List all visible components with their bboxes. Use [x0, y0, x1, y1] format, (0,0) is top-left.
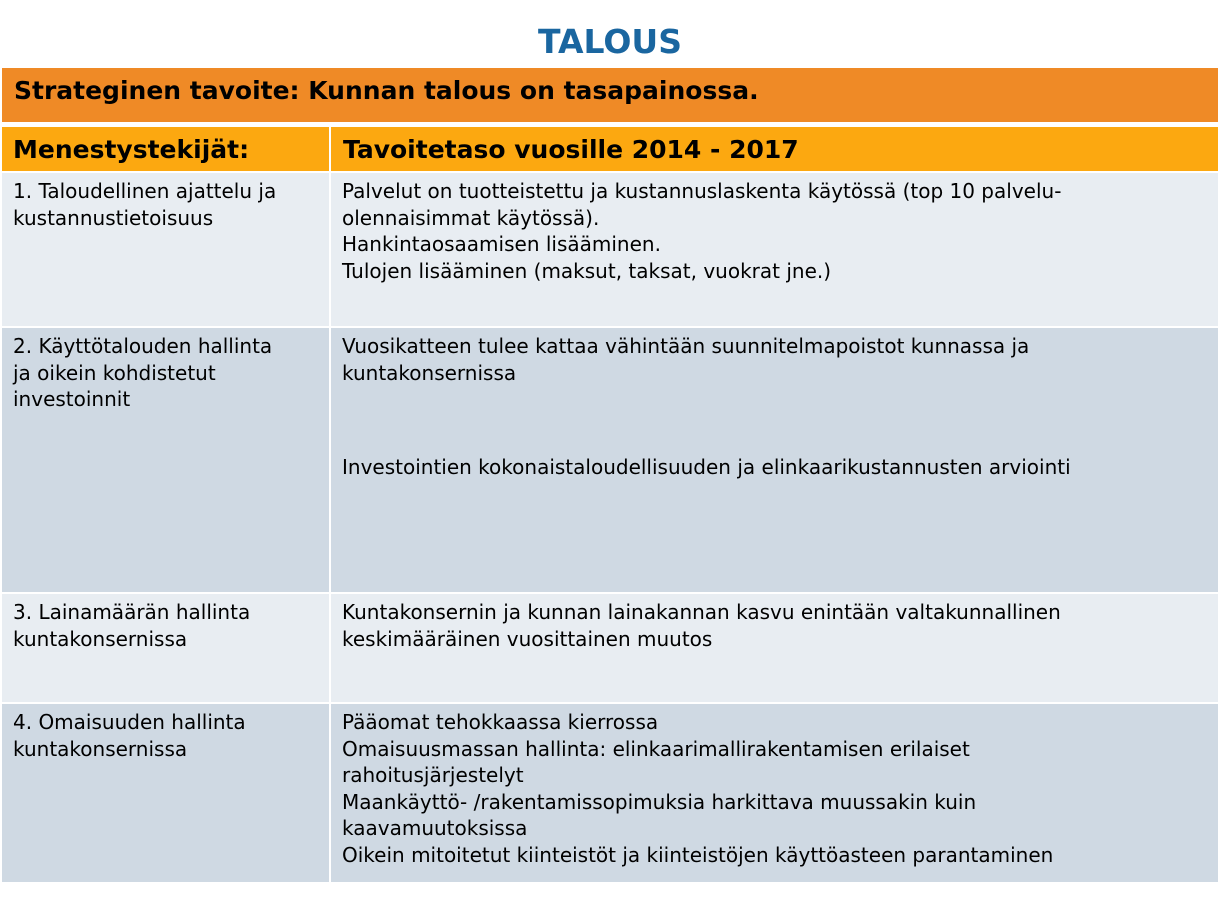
- success-factor-cell: [2, 703, 330, 882]
- factor-line: ja oikein kohdistetut: [13, 360, 216, 385]
- factor-line: kuntakonsernissa: [13, 736, 188, 761]
- table-row: [2, 327, 1218, 593]
- target-line: keskimääräinen vuosittainen muutos: [342, 626, 713, 651]
- target-line: Palvelut on tuotteistettu ja kustannuslaskenta käytössä (top 10 palvelu-: [342, 179, 1062, 203]
- target-cell: [330, 703, 1218, 882]
- target-line: kaavamuutoksissa: [342, 816, 528, 841]
- factor-line: 2. Käyttötalouden hallinta: [13, 334, 273, 358]
- factor-line: investoinnit: [13, 387, 131, 412]
- target-line: Investointien kokonaistaloudellisuuden ja elinkaarikustannusten arviointi: [342, 455, 1071, 480]
- target-line: rahoitusjärjestelyt: [342, 763, 524, 788]
- factor-line: 3. Lainamäärän hallinta: [13, 600, 251, 624]
- success-factor-cell: [2, 593, 330, 703]
- factor-line: 4. Omaisuuden hallinta: [13, 710, 246, 734]
- header-target-level: Tavoitetaso vuosille 2014 - 2017: [330, 127, 1218, 172]
- target-line: Omaisuusmassan hallinta: elinkaarimallirakentamisen erilaiset: [342, 736, 970, 761]
- page-title: TALOUS: [538, 22, 682, 61]
- target-line: Tulojen lisääminen (maksut, taksat, vuokrat jne.): [342, 258, 832, 283]
- table-header-row: [2, 127, 1218, 172]
- table-row: [2, 172, 1218, 327]
- factor-line: kustannustietoisuus: [13, 205, 214, 230]
- target-cell: [330, 327, 1218, 593]
- goals-table: [2, 127, 1218, 882]
- factor-line: 1. Taloudellinen ajattelu ja: [13, 179, 277, 203]
- success-factor-cell: [2, 327, 330, 593]
- target-line: Kuntakonsernin ja kunnan lainakannan kasvu enintään valtakunnallinen: [342, 600, 1061, 624]
- header-success-factors: Menestystekijät:: [2, 127, 330, 172]
- table-row: [2, 703, 1218, 882]
- success-factor-cell: [2, 172, 330, 327]
- target-cell: [330, 593, 1218, 703]
- target-line: kuntakonsernissa: [342, 360, 517, 385]
- target-line: Hankintaosaamisen lisääminen.: [342, 232, 661, 257]
- table-row: [2, 593, 1218, 703]
- spacer: [342, 386, 1208, 454]
- target-line: Pääomat tehokkaassa kierrossa: [342, 710, 659, 734]
- target-cell: [330, 172, 1218, 327]
- factor-line: kuntakonsernissa: [13, 626, 188, 651]
- target-line: olennaisimmat käytössä).: [342, 205, 600, 230]
- strategic-goal-banner: Strateginen tavoite: Kunnan talous on tasapainossa.: [2, 68, 1218, 122]
- target-line: Oikein mitoitetut kiinteistöt ja kiinteistöjen käyttöasteen parantaminen: [342, 842, 1054, 867]
- target-line: Maankäyttö- /rakentamissopimuksia harkittava muussakin kuin: [342, 789, 977, 814]
- target-line: Vuosikatteen tulee kattaa vähintään suunnitelmapoistot kunnassa ja: [342, 334, 1030, 358]
